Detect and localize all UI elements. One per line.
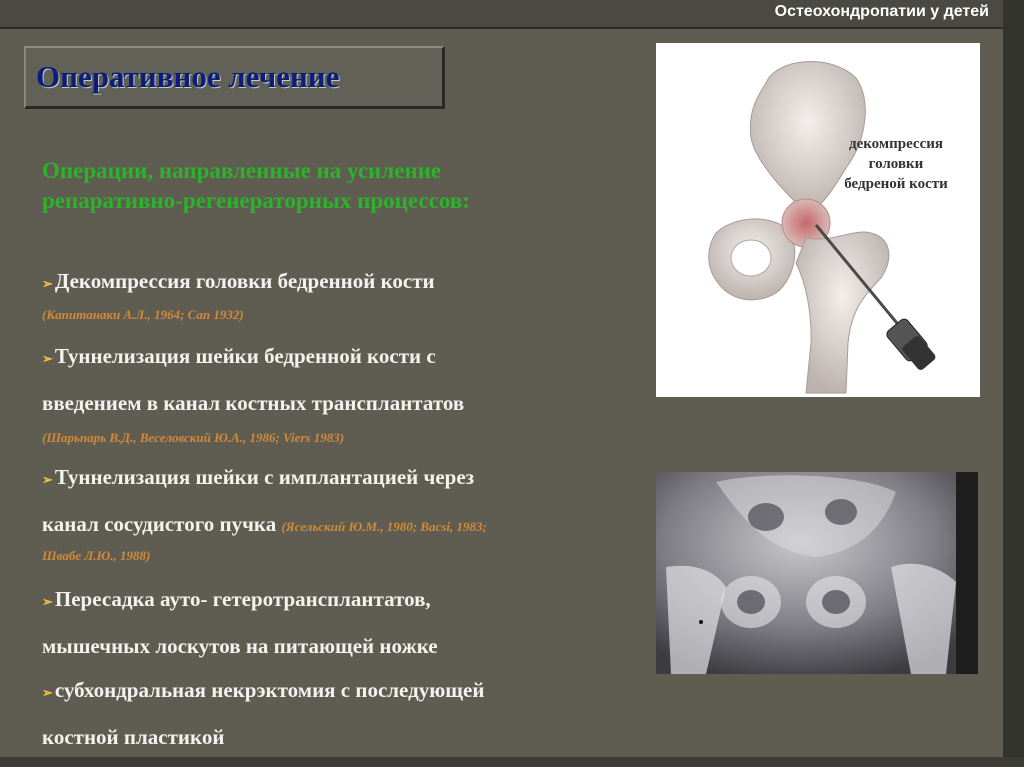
illustration-caption-line-1: декомпрессия bbox=[848, 136, 944, 152]
list-item-4 bbox=[42, 577, 642, 668]
item-2-line-2: введением в канал костных трансплантатов bbox=[42, 391, 465, 415]
item-3-line-2: канал сосудистого пучка bbox=[42, 512, 277, 536]
item-2-reference: (Шарьпарь В.Д., Веселовский Ю.А., 1986; Viers 1983) bbox=[42, 430, 345, 445]
hip-decompression-illustration bbox=[656, 43, 980, 397]
xray-drawing bbox=[656, 472, 978, 674]
frame-right bbox=[1003, 0, 1024, 767]
subtitle-line-2: репаративно-регенераторных процессов: bbox=[42, 188, 470, 213]
item-5-line-2: костной пластикой bbox=[42, 725, 225, 749]
header-bar bbox=[0, 0, 1003, 29]
item-3-line-1: Туннелизация шейки с имплантацией через bbox=[54, 465, 475, 489]
bullet-arrow-icon: ➢ bbox=[42, 594, 53, 609]
bullet-arrow-icon: ➢ bbox=[42, 351, 53, 366]
item-1-reference: (Капитанаки А.Л., 1964; Can 1932) bbox=[42, 307, 244, 322]
item-1-text: Декомпрессия головки бедренной кости bbox=[54, 269, 435, 293]
pelvis-xray-image bbox=[656, 472, 978, 674]
item-3-reference-line-2 bbox=[42, 546, 642, 566]
item-3-reference: (Ясельский Ю.М., 1980; Bacsi, 1983; bbox=[281, 519, 487, 534]
subtitle-line-1: Операции, направленные на усиление bbox=[42, 158, 442, 183]
item-4-line-2: мышечных лоскутов на питающей ножке bbox=[42, 634, 438, 658]
list-item-5 bbox=[42, 668, 642, 759]
bullet-arrow-icon: ➢ bbox=[42, 685, 53, 700]
item-2-line-1: Туннелизация шейки бедренной кости с bbox=[54, 344, 436, 368]
list-item-1 bbox=[42, 259, 642, 306]
slide-subtitle bbox=[42, 156, 642, 216]
item-3-reference-cont: Швабе Л.Ю., 1988) bbox=[42, 548, 151, 563]
illustration-caption-line-3: бедреной кости bbox=[844, 176, 948, 192]
hip-bone-drawing bbox=[656, 43, 980, 397]
bullet-arrow-icon: ➢ bbox=[42, 472, 53, 487]
list-item-2 bbox=[42, 334, 642, 425]
item-4-line-1: Пересадка ауто- гетеротрансплантатов, bbox=[54, 587, 431, 611]
item-2-reference-line bbox=[42, 428, 642, 448]
slide-title: Оперативное лечение bbox=[36, 59, 340, 94]
item-5-line-1: субхондральная некрэктомия с последующей bbox=[54, 678, 485, 702]
illustration-caption-line-2: головки bbox=[868, 156, 924, 172]
list-item-3 bbox=[42, 455, 642, 549]
item-1-reference-line bbox=[42, 305, 642, 325]
header-title: Остеохондропатии у детей bbox=[774, 3, 989, 20]
bullet-arrow-icon: ➢ bbox=[42, 276, 53, 291]
slide-title-box bbox=[24, 46, 445, 109]
